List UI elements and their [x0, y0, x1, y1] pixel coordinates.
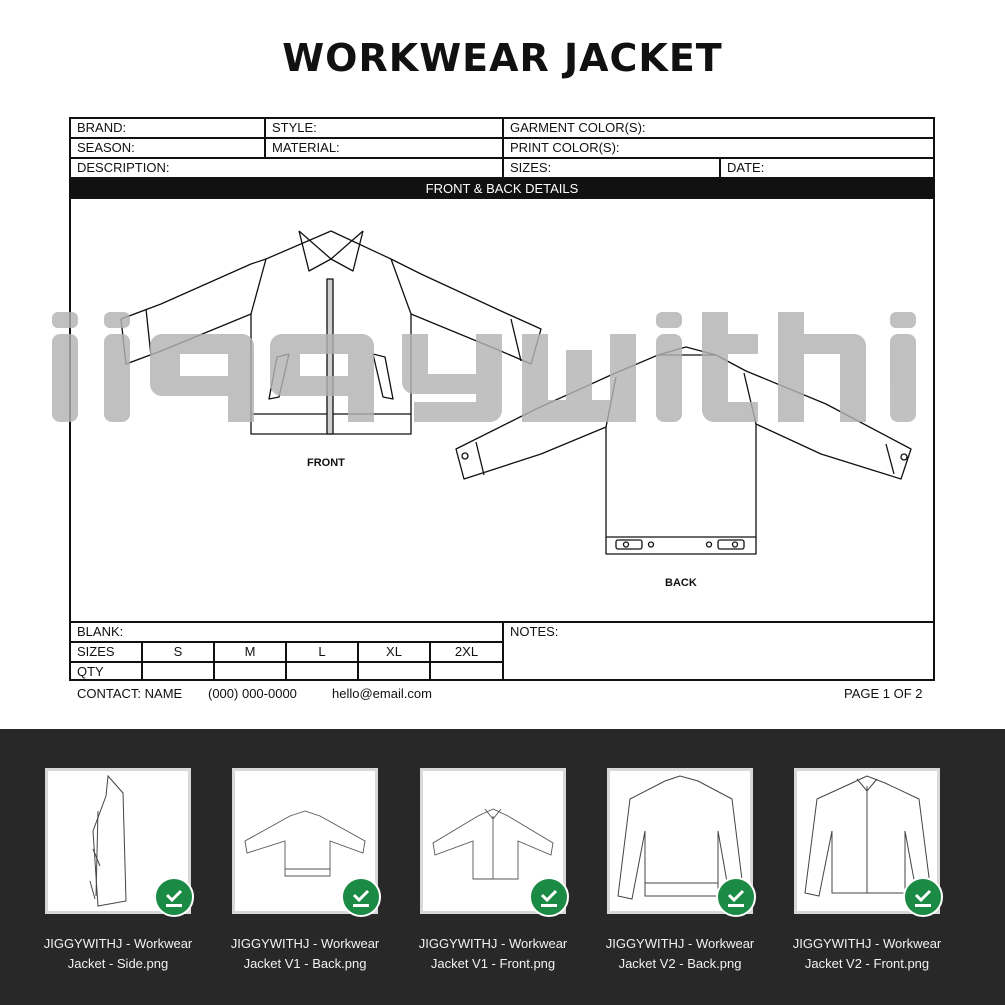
file-thumbnail[interactable] [607, 768, 753, 914]
file-name-line2: Jacket - Side.png [67, 956, 169, 971]
file-thumbnail[interactable] [232, 768, 378, 914]
size-2xl: 2XL [454, 644, 479, 659]
date-field[interactable]: DATE: [727, 160, 765, 175]
file-name-line1: JIGGYWITHJ - Workwear [605, 936, 755, 951]
contact-name: CONTACT: NAME [77, 686, 183, 701]
file-name-line2: Jacket V1 - Back.png [243, 956, 367, 971]
file-name-line1: JIGGYWITHJ - Workwear [418, 936, 568, 951]
material-field[interactable]: MATERIAL: [272, 140, 340, 155]
sizes-field[interactable]: SIZES: [510, 160, 552, 175]
file-name-line2: Jacket V2 - Front.png [804, 956, 930, 971]
tech-pack-form [69, 117, 935, 681]
size-l: L [318, 644, 326, 659]
sizes-row-label: SIZES [77, 644, 115, 659]
page-number: PAGE 1 OF 2 [844, 686, 923, 701]
file-name[interactable] [400, 934, 586, 974]
file-name[interactable] [774, 934, 960, 974]
contact-email: hello@email.com [332, 686, 432, 701]
size-s: S [173, 644, 183, 659]
size-xl: XL [386, 644, 402, 659]
download-complete-icon[interactable] [529, 877, 569, 917]
download-complete-icon[interactable] [154, 877, 194, 917]
file-name-line2: Jacket V1 - Front.png [430, 956, 556, 971]
garment-color-field[interactable]: GARMENT COLOR(S): [510, 120, 646, 135]
file-name[interactable] [25, 934, 211, 974]
file-thumbnail[interactable] [45, 768, 191, 914]
blank-field[interactable]: BLANK: [77, 624, 124, 639]
file-name[interactable] [212, 934, 398, 974]
style-field[interactable]: STYLE: [272, 120, 317, 135]
contact-phone: (000) 000-0000 [208, 686, 297, 701]
download-complete-icon[interactable] [341, 877, 381, 917]
download-complete-icon[interactable] [716, 877, 756, 917]
file-name[interactable] [587, 934, 773, 974]
file-name-line1: JIGGYWITHJ - Workwear [43, 936, 193, 951]
brand-field[interactable]: BRAND: [77, 120, 127, 135]
download-complete-icon[interactable] [903, 877, 943, 917]
file-name-line1: JIGGYWITHJ - Workwear [230, 936, 380, 951]
notes-field[interactable]: NOTES: [510, 624, 559, 639]
front-back-banner: FRONT & BACK DETAILS [71, 179, 933, 199]
page-title: WORKWEAR JACKET [282, 36, 723, 80]
file-name-line1: JIGGYWITHJ - Workwear [792, 936, 942, 951]
file-thumbnail[interactable] [794, 768, 940, 914]
front-label: FRONT [307, 457, 345, 469]
back-jacket-drawing [446, 339, 921, 559]
description-field[interactable]: DESCRIPTION: [77, 160, 170, 175]
back-label: BACK [665, 577, 697, 589]
print-color-field[interactable]: PRINT COLOR(S): [510, 140, 620, 155]
size-m: M [244, 644, 256, 659]
season-field[interactable]: SEASON: [77, 140, 135, 155]
file-name-line2: Jacket V2 - Back.png [618, 956, 742, 971]
downloads-panel [0, 729, 1005, 1005]
file-thumbnail[interactable] [420, 768, 566, 914]
qty-row-label: QTY [77, 664, 104, 679]
